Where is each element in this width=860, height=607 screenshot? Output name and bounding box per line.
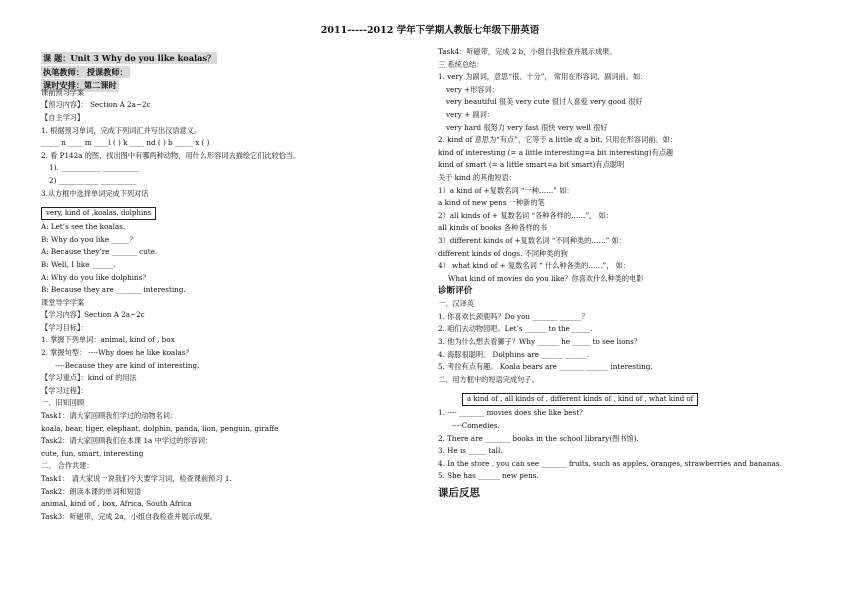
summary-line: 2）all kinds of + 复数名词 “各种各样的……”， 如： (438, 210, 613, 220)
summary-heading: 三 系统总结： (438, 59, 484, 69)
summary-line: 1）a kind of +复数名词 “一种……” 如： (438, 185, 574, 195)
learning-focus: 【学习重点】：kind of 的用法 (41, 373, 137, 383)
word-box: very, kind of ,koalas, dolphins (41, 207, 156, 220)
review-heading: 一、旧知回顾 (41, 398, 85, 408)
lesson-schedule: 课时安排：第二课时 (43, 80, 117, 91)
phrase-box: a kind of , all kinds of , different kinds of , kind of , what kind of (462, 393, 698, 406)
vocabulary-list: animal, kind of , box, Africa, South Africa (41, 499, 192, 509)
learning-goals: 【学习目标】： (41, 322, 88, 332)
goal-2-answer: ----Because they are kind of interesting. (55, 360, 200, 370)
summary-line: all kinds of books 各种各样的书 (438, 223, 548, 233)
translate-item: 3. 他为什么想去看狮子？Why ______ he _____ to see lions？ (438, 337, 642, 347)
preview-heading: 课前预习学案 (41, 87, 85, 97)
teacher-info: 执笔教师： 授课教师： (43, 66, 128, 77)
coop-task-2: Task2：朗读本课的单词和短语 (41, 486, 142, 496)
dialogue-line: B: Why do you like _____？ (41, 234, 137, 244)
fill-item: 2. There are _______ books in the school library(图书馆). (438, 433, 639, 443)
translate-item: 1. 你喜欢长颈鹿吗？Do you _______ ______？ (438, 311, 589, 321)
exercise-1-instruction: 1. 根据预习单词，完成下列词汇并写出汉语意义。 (41, 125, 202, 135)
learning-process: 【学习过程】： (41, 385, 88, 395)
summary-line: different kinds of dogs. 不同种类的狗 (438, 248, 568, 258)
fill-item: 5. She has ______ new pens. (438, 471, 539, 481)
dialogue-line: A: Let’s see the koalas. (41, 222, 126, 232)
fill-item-answer: ----Comedies. (452, 421, 500, 431)
cooperation-heading: 二、 合作共建： (41, 461, 94, 471)
document-title: 2011-----2012 学年下学期人教版七年级下册英语 (320, 25, 540, 36)
task-1: Task1：请大家回顾我们学过的动物名词： (41, 411, 178, 421)
exercise-3-instruction: 3.从方框中选择单词完成下列对话 (41, 188, 149, 198)
dialogue-line: B: Well, I like ______. (41, 259, 116, 269)
class-guide-heading: 课堂导学学案 (41, 297, 85, 307)
summary-line: What kind of movies do you like？你喜欢什么种类的电影 (448, 273, 644, 283)
coop-task-3: Task3：听磁带，完成 2a，小组自我检查并展示成果。 (41, 511, 218, 521)
dialogue-line: A: Because they’re _______ cute. (41, 247, 158, 257)
summary-line: very + 副词： (446, 109, 494, 119)
summary-line: very hard 很努力 very fast 很快 very well 很好 (446, 122, 608, 132)
summary-very: 1. very 为副词，意思“很、十分”， 常用在形容词、副词前。如： (438, 72, 648, 82)
fill-item: 4. In the store , you can see _______ fruits, such as apples, oranges, strawberries and bananas. (438, 458, 782, 468)
summary-line: 4） what kind of + 复数名词 “ 什么种各类的……”， 如： (438, 261, 631, 271)
exercise-2-answer-2: 2) ___________ __________ (49, 175, 137, 185)
self-study-heading: 【自主学习】 (41, 112, 85, 122)
dialogue-line: B: Because they are _______ interesting. (41, 285, 186, 295)
adjective-words: cute, fun, smart, interesting (41, 448, 144, 458)
translate-heading: 一、汉译英 (438, 299, 474, 309)
reflection-heading: 课后反思 (438, 487, 480, 499)
summary-line: very beautiful 很美 very cute 很讨人喜爱 very good 很好 (446, 97, 643, 107)
task-2: Task2：请大家回顾我们在本课 1a 中学过的形容词： (41, 436, 213, 446)
summary-line: a kind of new pens 一种新的笔 (438, 198, 545, 208)
summary-line: 关于 kind 的其他短语： (438, 172, 516, 182)
fill-item: 3. He is _____ tall. (438, 446, 503, 456)
animal-words: koala, bear, tiger, elephant, dolphin, panda, lion, penguin, giraffe (41, 423, 279, 433)
summary-line: kind of smart (= a little smart=a bit smart)有点聪明 (438, 160, 625, 170)
diagnosis-heading: 诊断评价 (438, 286, 473, 297)
preview-content: 【预习内容】： Section A 2a~2c (41, 100, 151, 110)
dialogue-line: A: Why do you like dolphins？ (41, 272, 150, 282)
goal-1: 1. 掌握下列单词：animal, kind of , box (41, 335, 175, 345)
lesson-topic: 课 题：Unit 3 Why do you like koalas？ (43, 53, 216, 63)
left-column (41, 46, 431, 523)
summary-line: kind of interesting (= a little interesting=a bit interesting)有点趣 (438, 147, 674, 157)
summary-line: very +形容词： (446, 84, 499, 94)
fill-item: 1. ---- _______ movies does she like best？ (438, 408, 587, 418)
coop-task-1: Task1： 请大家说一说我们今天要学习词，检查课前预习 1. (41, 474, 232, 483)
exercise-1-blanks: _____ n ____ m ____l ( ) k ____ nd ( ) b _____ x ( ) (41, 138, 210, 148)
summary-line: 3）different kinds of +复数名词 “不同种类的……” 如： (438, 235, 627, 245)
learning-content: 【学习内容】Section A 2a~2c (41, 310, 145, 320)
translate-item: 2. 咱们去动物园吧。Let’s ______ to the _____. (438, 324, 593, 334)
right-column (438, 46, 838, 501)
goal-2: 2. 掌握句型： ----Why does he like koalas？ (41, 348, 193, 358)
summary-kind-of: 2. kind of 意思为“有点”，它等于 a little 或 a bit, 只用在形容词前。如： (438, 135, 677, 145)
translate-item: 4. 海豚很聪明。 Dolphins are ______ ______. (438, 349, 590, 359)
phrase-exercise-heading: 二、用方框中的短语完成句子。 (438, 374, 539, 384)
task-4: Task4：听磁带，完成 2 b，小组自我检查并展示成果。 (438, 47, 617, 56)
exercise-2-instruction: 2. 看 P142a 的图，找出图中有哪两种动物，用什么形容词去描绘它们比较恰当。 (41, 150, 301, 160)
exercise-2-answer-1: 1). ___________ __________ (49, 163, 139, 173)
translate-item: 5. 考拉有点有趣。 Koala bears are _______ ______ interesting. (438, 362, 653, 372)
